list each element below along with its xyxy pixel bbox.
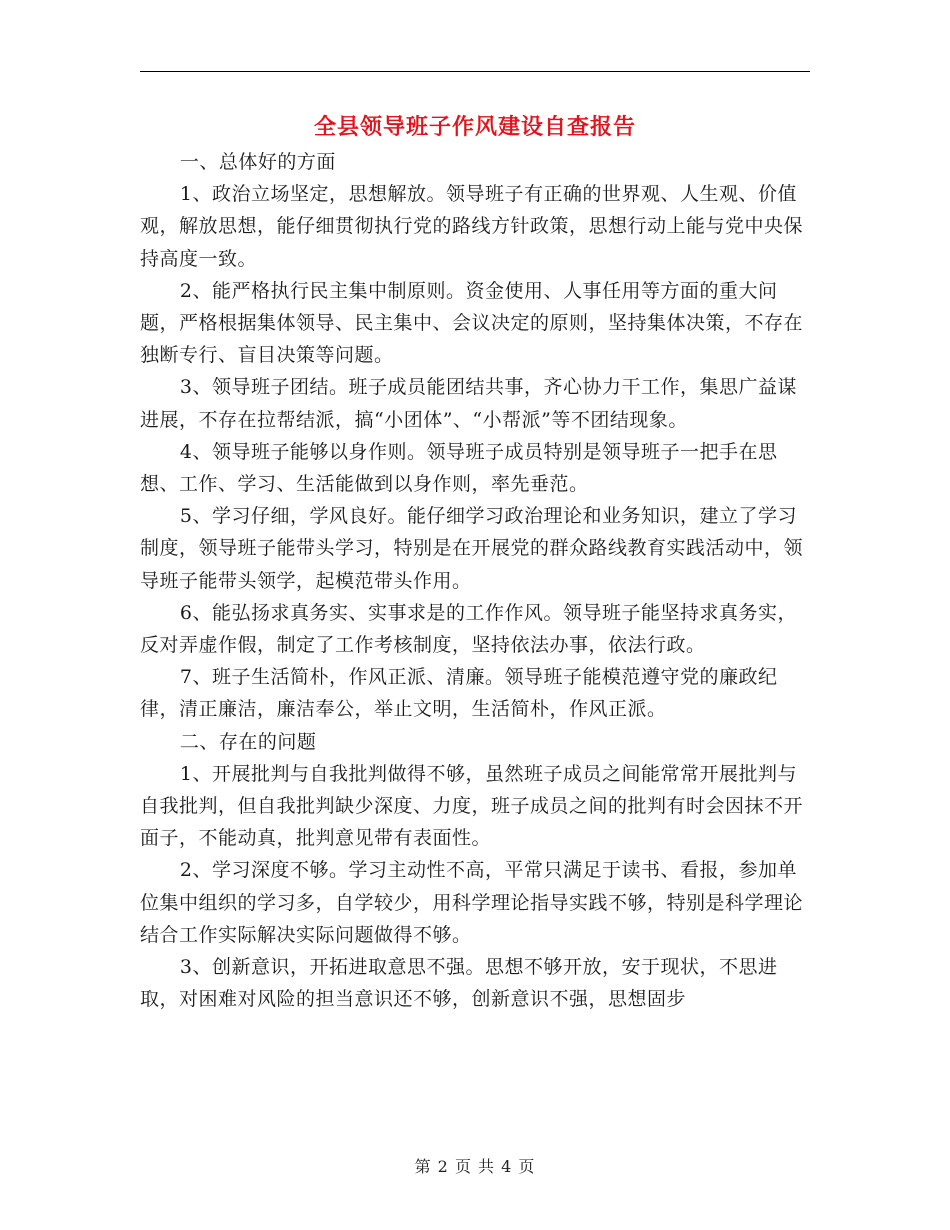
paragraph: 7、班子生活简朴，作风正派、清廉。领导班子能模范遵守党的廉政纪律，清正廉洁，廉洁奉公，举止文明，生活简朴，作风正派。 — [140, 666, 778, 721]
paragraph: 4、领导班子能够以身作则。领导班子成员特别是领导班子一把手在思想、工作、学习、生活能做到以身作则，率先垂范。 — [140, 440, 778, 496]
paragraph: 1、开展批判与自我批判做得不够，虽然班子成员之间能常常开展批判与自我批判，但自我批判缺少深度、力度，班子成员之间的批判有时会因抹不开面子，不能动真，批判意见带有表面性。 — [140, 762, 804, 850]
paragraph: 3、领导班子团结。班子成员能团结共事，齐心协力干工作，集思广益谋进展，不存在拉帮结派，搞“小团体”、“小帮派”等不团结现象。 — [140, 376, 797, 431]
section-heading-strengths: 一、总体好的方面 — [179, 151, 336, 173]
document-title: 全县领导班子作风建设自查报告 — [313, 115, 636, 140]
header-rule — [140, 71, 810, 72]
paragraph: 3、创新意识，开拓进取意思不强。思想不够开放，安于现状，不思进取，对困难对风险的担当意识还不够，创新意识不强，思想固步 — [140, 956, 778, 1011]
paragraph: 2、学习深度不够。学习主动性不高，平常只满足于读书、看报，参加单位集中组织的学习多，自学较少，用科学理论指导实践不够，特别是科学理论结合工作实际解决实际问题做得不够。 — [140, 859, 804, 946]
paragraph: 5、学习仔细，学风良好。能仔细学习政治理论和业务知识，建立了学习制度，领导班子能带头学习，特别是在开展党的群众路线教育实践活动中，领导班子能带头领学，起模范带头作用。 — [140, 505, 804, 592]
section-heading-problems: 二、存在的问题 — [179, 730, 317, 753]
paragraph: 1、政治立场坚定，思想解放。领导班子有正确的世界观、人生观、价值观，解放思想，能仔细贯彻执行党的路线方针政策，思想行动上能与党中央保持高度一致。 — [140, 183, 804, 270]
page-number: 第 2 页 共 4 页 — [414, 1157, 536, 1176]
paragraph: 6、能弘扬求真务实、实事求是的工作作风。领导班子能坚持求真务实，反对弄虚作假，制定了工作考核制度，坚持依法办事，依法行政。 — [140, 601, 797, 657]
document-body — [140, 146, 812, 1015]
paragraph: 2、能严格执行民主集中制原则。资金使用、人事任用等方面的重大问题，严格根据集体领导、民主集中、会议决定的原则，坚持集体决策，不存在独断专行、盲目决策等问题。 — [140, 279, 804, 367]
